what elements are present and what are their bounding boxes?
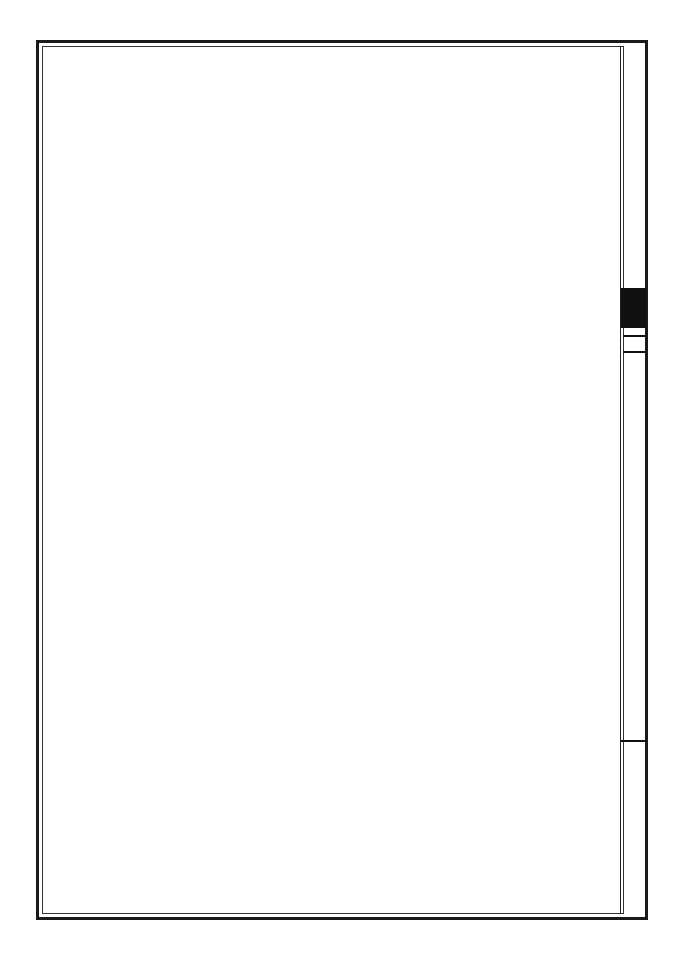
section-marker bbox=[623, 335, 645, 353]
fish-tail-mark bbox=[621, 288, 646, 328]
bottom-marker bbox=[621, 740, 646, 742]
margin-strip bbox=[620, 46, 648, 914]
text-frame bbox=[42, 46, 624, 914]
